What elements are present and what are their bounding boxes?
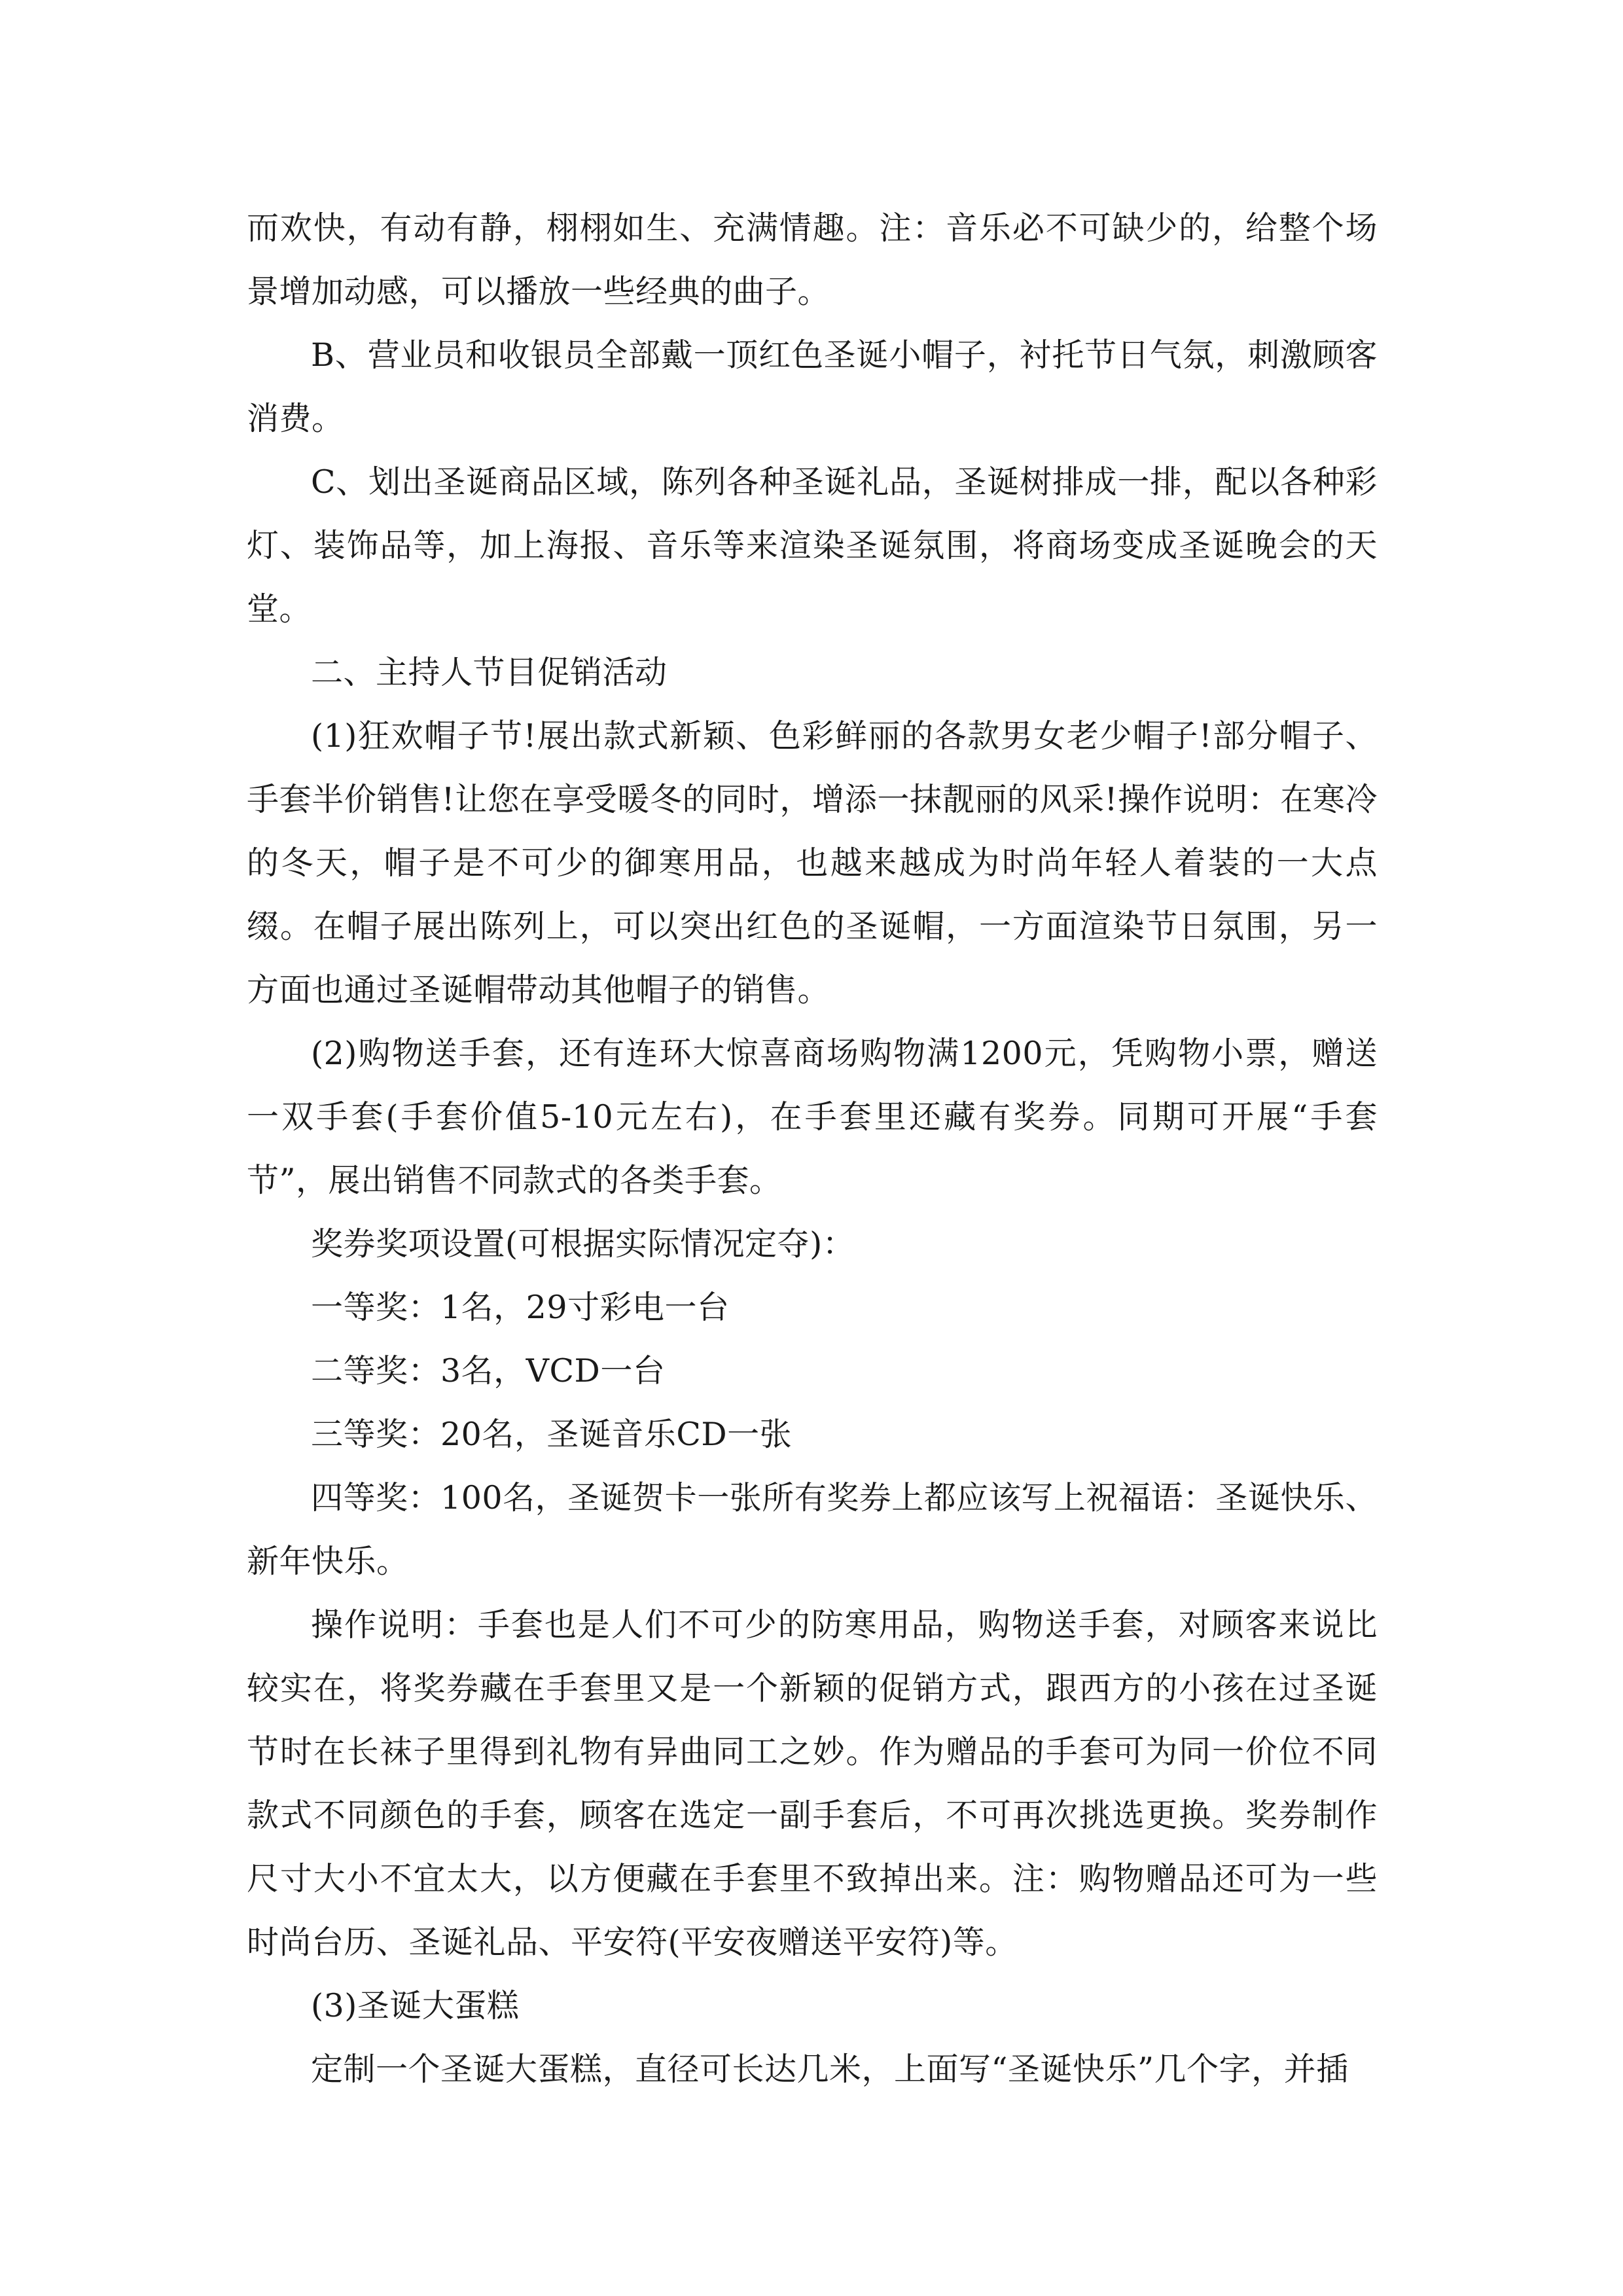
sub-heading-cake: (3)圣诞大蛋糕 [311,1987,520,2024]
paragraph-1: 而欢快，有动有静，栩栩如生、充满情趣。注：音乐必不可缺少的，给整个场景增加动感，可以播放一些经典的曲子。 [247,209,1378,310]
prize-fourth: 四等奖：100名，圣诞贺卡一张所有奖券上都应该写上祝福语：圣诞快乐、新年快乐。 [247,1479,1378,1580]
paragraph-2: B、营业员和收银员全部戴一顶红色圣诞小帽子，衬托节日气氛，刺激顾客消费。 [247,336,1378,437]
paragraph-6: (2)购物送手套，还有连环大惊喜商场购物满1200元，凭购物小票，赠送一双手套(手套价值5-10元左右)，在手套里还藏有奖券。同期可开展“手套节”，展出销售不同款式的各类手套。 [247,1035,1378,1199]
paragraph-3: C、划出圣诞商品区域，陈列各种圣诞礼品，圣诞树排成一排，配以各种彩灯、装饰品等，加上海报、音乐等来渲染圣诞氛围，将商场变成圣诞晚会的天堂。 [247,463,1378,628]
prize-second: 二等奖：3名，VCD一台 [311,1352,666,1390]
paragraph-12: 操作说明：手套也是人们不可少的防寒用品，购物送手套，对顾客来说比较实在，将奖券藏在手套里又是一个新颖的促销方式，跟西方的小孩在过圣诞节时在长袜子里得到礼物有异曲同工之妙。作为赠品的手套可为同一价位不同款式不同颜色的手套，顾客在选定一副手套后，不可再次挑选更换。奖券制作尺寸大小不宜太大，以方便藏在手套里不致掉出来。注：购物赠品还可为一些时尚台历、圣诞礼品、平安符(平安夜赠送平安符)等。 [247,1606,1378,1961]
prize-setup-heading: 奖券奖项设置(可根据实际情况定夺)： [311,1225,855,1263]
paragraph-5: (1)狂欢帽子节!展出款式新颖、色彩鲜丽的各款男女老少帽子!部分帽子、手套半价销售!让您在享受暖冬的同时，增添一抹靓丽的风采!操作说明：在寒冷的冬天，帽子是不可少的御寒用品，也越来越成为时尚年轻人着装的一大点缀。在帽子展出陈列上，可以突出红色的圣诞帽，一方面渲染节日氛围，另一方面也通过圣诞帽带动其他帽子的销售。 [247,717,1378,1009]
section-heading: 二、主持人节目促销活动 [311,654,668,691]
document-body [247,196,1378,2101]
prize-third: 三等奖：20名，圣诞音乐CD一张 [311,1416,793,1453]
prize-first: 一等奖：1名，29寸彩电一台 [311,1289,730,1326]
paragraph-14: 定制一个圣诞大蛋糕，直径可长达几米，上面写“圣诞快乐”几个字，并插 [311,2051,1349,2088]
